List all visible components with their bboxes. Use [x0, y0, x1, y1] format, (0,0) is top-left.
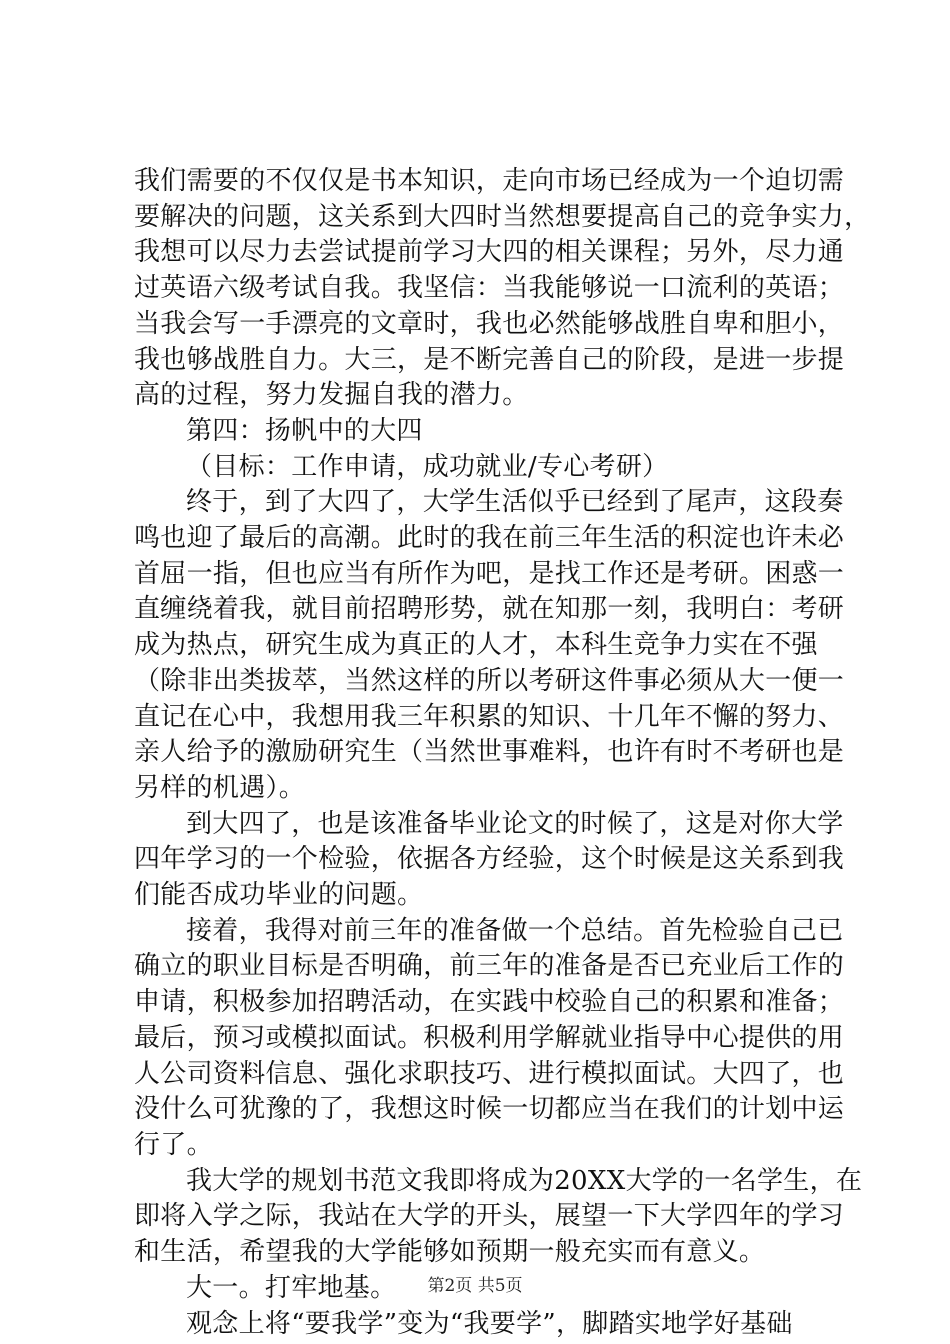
text-line: 接着，我得对前三年的准备做一个总结。首先检验自己已	[186, 915, 844, 946]
text-line: 要解决的问题，这关系到大四时当然想要提高自己的竞争实力，	[134, 201, 871, 232]
text-line: 当我会写一手漂亮的文章时，我也必然能够战胜自卑和胆小，	[134, 308, 845, 339]
text-line: 首屈一指，但也应当有所作为吧，是找工作还是考研。困惑一	[134, 558, 845, 589]
text-line: （除非出类拔萃，当然这样的所以考研这件事必须从大一便一	[134, 665, 845, 696]
paragraph	[134, 485, 845, 806]
paragraph	[134, 807, 845, 914]
text-line: 过英语六级考试自我。我坚信：当我能够说一口流利的英语；	[134, 273, 845, 304]
paragraph	[134, 914, 845, 1164]
document-body	[134, 164, 871, 1342]
page-footer: 第2页 共5页	[427, 1276, 523, 1296]
text-line: 没什么可犹豫的了，我想这时候一切都应当在我们的计划中运	[134, 1094, 845, 1125]
text-line: 终于，到了大四了，大学生活似乎已经到了尾声，这段奏	[186, 487, 844, 518]
text-line: （目标：工作申请，成功就业/专心考研）	[186, 451, 669, 482]
text-line: 鸣也迎了最后的高潮。此时的我在前三年生活的积淀也许未必	[134, 523, 845, 554]
text-line: 人公司资料信息、强化求职技巧、进行模拟面试。大四了，也	[134, 1058, 845, 1089]
paragraph	[134, 164, 871, 414]
text-line: 高的过程，努力发掘自我的潜力。	[134, 380, 529, 411]
text-line: 亲人给予的激励研究生（当然世事难料，也许有时不考研也是	[134, 737, 845, 768]
text-line: 即将入学之际，我站在大学的开头，展望一下大学四年的学习	[134, 1201, 845, 1232]
text-line: 四年学习的一个检验，依据各方经验，这个时候是这关系到我	[134, 844, 845, 875]
paragraph	[134, 414, 834, 450]
text-line: 我也够战胜自力。大三，是不断完善自己的阶段，是进一步提	[134, 344, 845, 375]
text-line: 直缠绕着我，就目前招聘形势，就在知那一刻，我明白：考研	[134, 594, 845, 625]
text-line: 成为热点，研究生成为真正的人才，本科生竞争力实在不强	[134, 630, 818, 661]
paragraph	[134, 450, 834, 486]
text-line: 观念上将“要我学”变为“我要学”，脚踏实地学好基础	[186, 1308, 793, 1339]
text-line: 大一。打牢地基。	[186, 1272, 397, 1303]
text-line: 直记在心中，我想用我三年积累的知识、十几年不懈的努力、	[134, 701, 845, 732]
text-line: 我们需要的不仅仅是书本知识，走向市场已经成为一个迫切需	[134, 166, 845, 196]
text-line: 和生活，希望我的大学能够如预期一般充实而有意义。	[134, 1237, 766, 1268]
text-line: 我想可以尽力去尝试提前学习大四的相关课程；另外，尽力通	[134, 237, 845, 268]
paragraph	[134, 1164, 863, 1271]
text-line: 确立的职业目标是否明确，前三年的准备是否已充业后工作的	[134, 951, 845, 982]
text-line: 最后，预习或模拟面试。积极利用学解就业指导中心提供的用	[134, 1022, 845, 1053]
text-line: 另样的机遇）。	[134, 772, 306, 803]
text-line: 行了。	[134, 1129, 213, 1160]
text-line: 们能否成功毕业的问题。	[134, 880, 424, 911]
text-line: 第四：扬帆中的大四	[186, 415, 423, 446]
text-line: 到大四了，也是该准备毕业论文的时候了，这是对你大学	[186, 808, 844, 839]
text-line: 申请，积极参加招聘活动，在实践中校验自己的积累和准备；	[134, 987, 845, 1018]
text-line: 我大学的规划书范文我即将成为20XX大学的一名学生，在	[186, 1165, 863, 1196]
paragraph	[134, 1307, 834, 1343]
